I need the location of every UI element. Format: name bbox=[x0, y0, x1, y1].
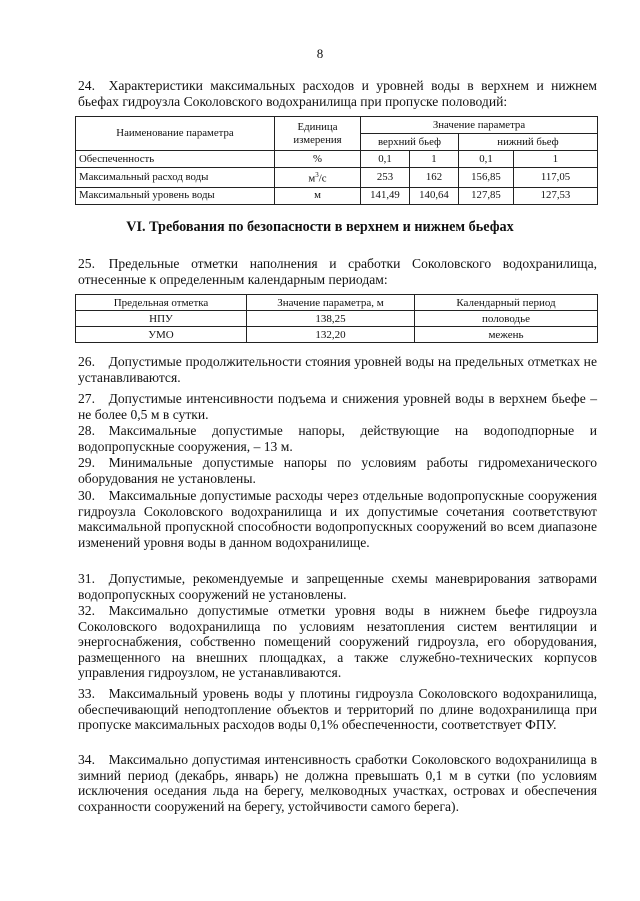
paragraph-33: 33. Максимальный уровень воды у плотины гидроузла Соколовского водохранилища, обеспечивающий неподтопление объектов и территорий по длине водохранилища при пропуске максимальных расходов воды 0,1% обеспеченности, соответствует ФПУ. bbox=[78, 686, 597, 733]
paragraph-29: 29. Минимальные допустимые напоры по условиям работы гидромеханического оборудования не установлены. bbox=[78, 455, 597, 486]
paragraph-26: 26. Допустимые продолжительности стояния уровней воды на предельных отметках не устанавливаются. bbox=[78, 354, 597, 385]
table2-cell-value: 132,20 bbox=[247, 327, 415, 343]
table1-cell-value: 1 bbox=[514, 151, 598, 168]
table2-cell-period: половодье bbox=[415, 311, 598, 327]
table-row bbox=[76, 311, 598, 327]
table1-cell-unit: % bbox=[275, 151, 361, 168]
table2-header-mark: Предельная отметка bbox=[76, 295, 247, 311]
paragraph-32: 32. Максимально допустимые отметки уровня воды в нижнем бьефе гидроузла Соколовского водохранилища по условиям незатопления систем вентиляции и энергоснабжения, собственно помещений сооружений гидроузла, его оборудования, размещенного на внешних площадках, а также служебно-технических корпусов управления гидроузлом, не устанавливаются. bbox=[78, 603, 597, 681]
table1-cell-value: 0,1 bbox=[459, 151, 514, 168]
table1-cell-value: 140,64 bbox=[410, 187, 459, 204]
paragraph-31: 31. Допустимые, рекомендуемые и запрещенные схемы маневрирования затворами водопропускных сооружений не установлены. bbox=[78, 571, 597, 602]
paragraph-25: 25. Предельные отметки наполнения и сработки Соколовского водохранилища, отнесенные к определенным календарным периодам: bbox=[78, 256, 597, 287]
table1-header-unit bbox=[275, 117, 361, 151]
unit-tail: /с bbox=[318, 172, 327, 185]
unit-superscript: 3 bbox=[315, 171, 319, 179]
table1-cell-value: 253 bbox=[361, 168, 410, 188]
table1-cell-value: 141,49 bbox=[361, 187, 410, 204]
paragraph-24: 24. Характеристики максимальных расходов и уровней воды в верхнем и нижнем бьефах гидроузла Соколовского водохранилища при пропуске половодий: bbox=[78, 78, 597, 109]
table1-header-param: Наименование параметра bbox=[76, 117, 275, 151]
table-limit-marks bbox=[75, 294, 598, 343]
table1-cell-value: 0,1 bbox=[361, 151, 410, 168]
table2-header-value: Значение параметра, м bbox=[247, 295, 415, 311]
table1-header-lower: нижний бьеф bbox=[459, 134, 598, 151]
section-heading: VI. Требования по безопасности в верхнем и нижнем бьефах bbox=[126, 219, 514, 235]
table1-cell-value: 156,85 bbox=[459, 168, 514, 188]
table-row bbox=[76, 327, 598, 343]
table1-cell-unit bbox=[275, 168, 361, 188]
table1-cell-name: Максимальный расход воды bbox=[76, 168, 275, 188]
table1-header-unit-line1: Единица bbox=[297, 120, 338, 133]
table1-cell-unit: м bbox=[275, 187, 361, 204]
table1-header-unit-line2: измерения bbox=[293, 133, 342, 146]
table1-header-upper: верхний бьеф bbox=[361, 134, 459, 151]
table1-cell-value: 117,05 bbox=[514, 168, 598, 188]
paragraph-30: 30. Максимальные допустимые расходы через отдельные водопропускные сооружения гидроузла Соколовского водохранилища и их допустимые сочетания соответствуют максимальной пропускной способности водопропускных сооружений во всем диапазоне изменений уровня воды в данном водохранилище. bbox=[78, 488, 597, 550]
table2-header-period: Календарный период bbox=[415, 295, 598, 311]
paragraph-27: 27. Допустимые интенсивности подъема и снижения уровней воды в верхнем бьефе – не более 0,5 м в сутки. bbox=[78, 391, 597, 422]
table1-cell-value: 127,85 bbox=[459, 187, 514, 204]
table2-cell-mark: УМО bbox=[76, 327, 247, 343]
table1-cell-value: 127,53 bbox=[514, 187, 598, 204]
table2-cell-value: 138,25 bbox=[247, 311, 415, 327]
table-flood-characteristics bbox=[75, 116, 598, 205]
table1-cell-value: 1 bbox=[410, 151, 459, 168]
table-row bbox=[76, 151, 598, 168]
table1-cell-value: 162 bbox=[410, 168, 459, 188]
table1-header-value: Значение параметра bbox=[361, 117, 598, 134]
table1-cell-name: Максимальный уровень воды bbox=[76, 187, 275, 204]
table-row bbox=[76, 187, 598, 204]
table1-cell-name: Обеспеченность bbox=[76, 151, 275, 168]
paragraph-28: 28. Максимальные допустимые напоры, действующие на водоподпорные и водопропускные сооружения, – 13 м. bbox=[78, 423, 597, 454]
table2-cell-mark: НПУ bbox=[76, 311, 247, 327]
page-number: 8 bbox=[316, 46, 324, 61]
table-row bbox=[76, 168, 598, 188]
unit-base: м bbox=[308, 172, 316, 185]
table2-cell-period: межень bbox=[415, 327, 598, 343]
paragraph-34: 34. Максимально допустимая интенсивность сработки Соколовского водохранилища в зимний период (декабрь, январь) не должна превышать 0,1 м в сутки (по условиям исключения оседания льда на берегу, мелководных участках, островах и обеспечения сохранности сооружений на берегу, устойчивости самого берега). bbox=[78, 752, 597, 814]
